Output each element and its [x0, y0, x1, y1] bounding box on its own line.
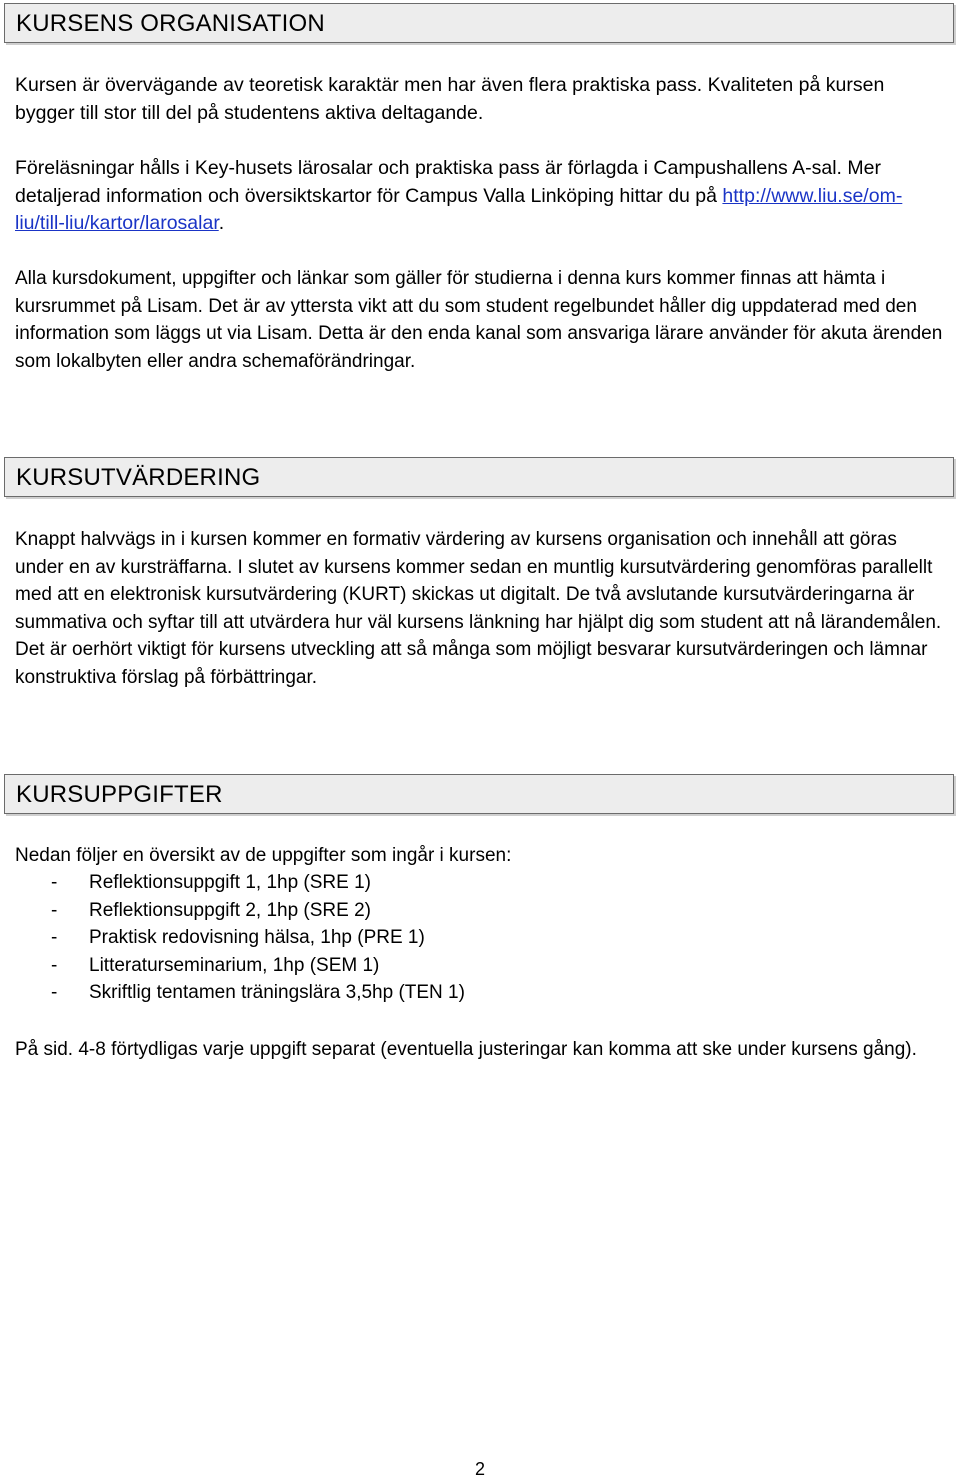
tasks-outro: På sid. 4-8 förtydligas varje uppgift separat (eventuella justeringar kan komma att ske under kursens gång). [15, 1039, 917, 1060]
list-dash: - [51, 982, 58, 1003]
list-item [15, 979, 465, 1007]
list-item [15, 897, 465, 925]
list-dash: - [51, 954, 58, 976]
list-dash: - [51, 899, 58, 921]
section-title-tasks: KURSUPPGIFTER [16, 781, 223, 808]
section-header-organisation [4, 3, 954, 43]
section-title-evaluation: KURSUTVÄRDERING [16, 464, 261, 491]
list-dash: - [51, 872, 58, 893]
task-item-label: Skriftlig tentamen träningslära 3,5hp (TEN 1) [89, 982, 465, 1003]
section-header-tasks [4, 774, 954, 814]
campus-map-link[interactable]: http://www.liu.se/om-liu/till-liu/kartor/larosalar [15, 184, 903, 234]
section-header-evaluation [4, 457, 954, 497]
task-item-label: Litteraturseminarium, 1hp (SEM 1) [89, 954, 380, 976]
list-dash: - [51, 927, 58, 948]
task-item-label: Reflektionsuppgift 2, 1hp (SRE 2) [89, 899, 371, 921]
organisation-paragraph-2-text: Föreläsningar hålls i Key-husets lärosalar och praktiska pass är förlagda i Campushallens A-sal. Mer detaljerad information och översiktskartor för Campus Valla Linköping hittar du på [15, 157, 881, 207]
organisation-paragraph-2 [15, 155, 945, 238]
tasks-intro: Nedan följer en översikt av de uppgifter som ingår i kursen: [15, 845, 512, 866]
task-item-label: Reflektionsuppgift 1, 1hp (SRE 1) [89, 872, 371, 893]
evaluation-paragraph: Knappt halvvägs in i kursen kommer en formativ värdering av kursens organisation och innehåll att göras under en av kursträffarna. I slutet av kursens kommer sedan en muntlig kursutvärdering genomföras parallellt med att en elektronisk kursutvärdering (KURT) skickas ut digitalt. De två avslutande kursutvärderingarna är summativa och syftar till att utvärdera hur väl kursens länkning har hjälpt dig som student att nå lärandemålen. Det är oerhört viktigt för kursens utveckling att så många som möjligt besvarar kursutvärderingen och lämnar konstruktiva förslag på förbättringar. [15, 529, 942, 688]
section-title-organisation: KURSENS ORGANISATION [16, 10, 325, 37]
task-list [15, 869, 465, 1007]
task-item-label: Praktisk redovisning hälsa, 1hp (PRE 1) [89, 927, 425, 948]
list-item [15, 952, 465, 980]
organisation-paragraph-1: Kursen är övervägande av teoretisk karaktär men har även flera praktiska pass. Kvaliteten på kursen bygger till stor till del på studentens aktiva deltagande. [15, 74, 885, 124]
organisation-paragraph-2-end: . [218, 212, 225, 234]
organisation-paragraph-3: Alla kursdokument, uppgifter och länkar som gäller för studierna i denna kurs kommer finnas att hämta i kursrummet på Lisam. Det är av yttersta vikt att du som student regelbundet håller dig uppdaterad med den information som läggs ut via Lisam. Detta är den enda kanal som ansvariga lärare använder för akuta ärenden som lokalbyten eller andra schemaförändringar. [15, 268, 943, 372]
list-item [15, 869, 465, 897]
list-item [15, 924, 465, 952]
page-number: 2 [474, 1459, 485, 1479]
